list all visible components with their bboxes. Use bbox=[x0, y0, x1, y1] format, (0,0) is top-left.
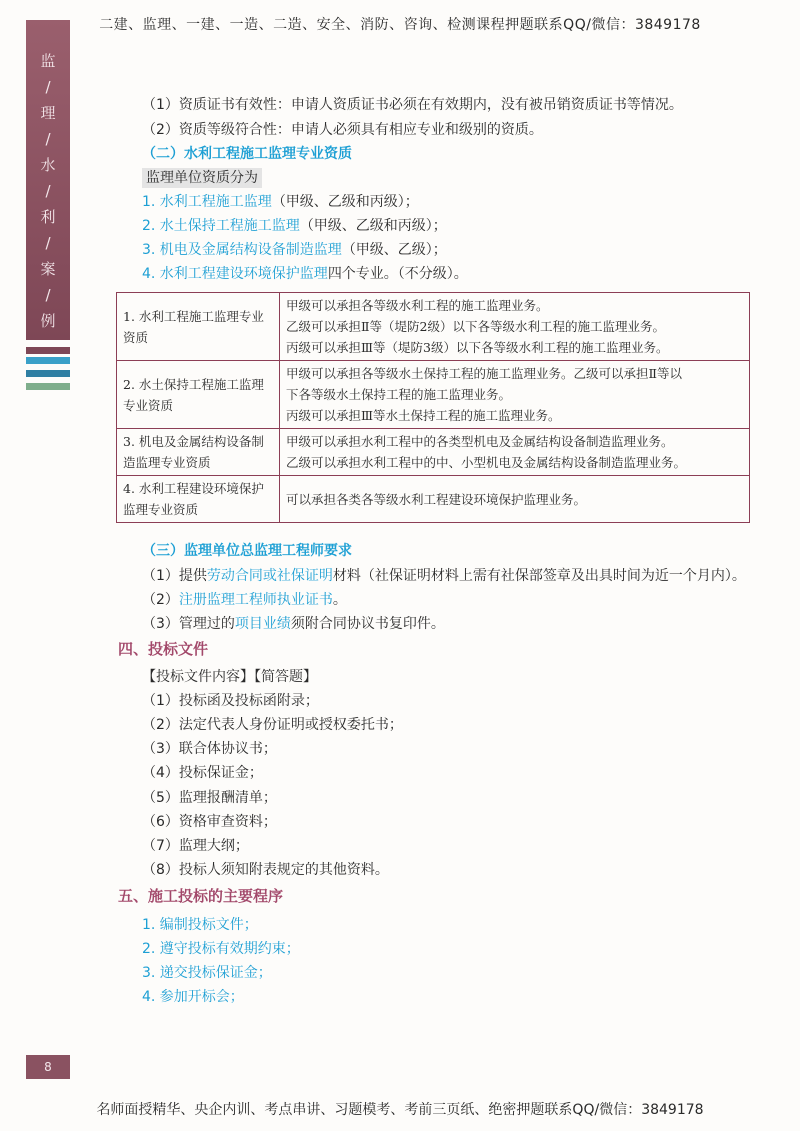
tag-label: 【投标文件内容】【简答题】 bbox=[142, 669, 317, 685]
list-item: （6）资格审查资料； bbox=[142, 814, 277, 830]
section-heading: 四、投标文件 bbox=[118, 640, 209, 658]
text-span: 材料（社保证明材料上需有社保部签章及出具时间为近一个月内）。 bbox=[332, 568, 746, 584]
list-item-text: 四个专业。（不分级）。 bbox=[327, 266, 468, 282]
table-cell-line: 丙级可以承担Ⅲ等水土保持工程的施工监理业务。 bbox=[286, 408, 561, 423]
table-cell-desc bbox=[280, 293, 750, 361]
paragraph: （2）资质等级符合性：申请人必须具有相应专业和级别的资质。 bbox=[142, 122, 543, 138]
table-cell-line: 甲级可以承担水利工程中的各类型机电及金属结构设备制造监理业务。 bbox=[286, 434, 674, 449]
table-cell-desc bbox=[280, 361, 750, 429]
table-cell-line: 乙级可以承担水利工程中的中、小型机电及金属结构设备制造监理业务。 bbox=[286, 455, 687, 470]
section-heading: 五、施工投标的主要程序 bbox=[118, 887, 284, 905]
table-cell-line: 甲级可以承担各等级水利工程的施工监理业务。 bbox=[286, 298, 549, 313]
text-highlight: 劳动合同或社保证明 bbox=[206, 568, 333, 584]
table-cell-desc bbox=[280, 429, 750, 476]
list-item: （1）投标函及投标函附录； bbox=[142, 693, 319, 709]
list-item-term: 1. 水利工程施工监理 bbox=[142, 194, 272, 210]
table-row bbox=[117, 476, 750, 523]
table-cell-name: 2. 水土保持工程施工监理专业资质 bbox=[117, 361, 280, 429]
list-item: （4）投标保证金； bbox=[142, 765, 263, 781]
text-highlight: 注册监理工程师执业证书 bbox=[178, 592, 333, 608]
table-cell-name: 3. 机电及金属结构设备制造监理专业资质 bbox=[117, 429, 280, 476]
text-highlight: 项目业绩 bbox=[234, 616, 291, 632]
table-cell-desc bbox=[280, 476, 750, 523]
text-span: 。 bbox=[332, 592, 347, 608]
list-item bbox=[142, 239, 447, 259]
list-item-text: （甲级、乙级和丙级）； bbox=[271, 194, 419, 210]
list-item: 2. 遵守投标有效期约束； bbox=[142, 941, 300, 957]
subsection-heading: （三）监理单位总监理工程师要求 bbox=[142, 543, 352, 559]
text-span: （1）提供 bbox=[142, 568, 207, 584]
list-item bbox=[142, 263, 468, 283]
list-item-text: （甲级、乙级和丙级）； bbox=[299, 218, 447, 234]
table-cell-line: 甲级可以承担各等级水土保持工程的施工监理业务。乙级可以承担Ⅱ等以 bbox=[286, 366, 682, 381]
table-cell-line: 下各等级水土保持工程的施工监理业务。 bbox=[286, 387, 512, 402]
list-item: （2）法定代表人身份证明或授权委托书； bbox=[142, 717, 403, 733]
paragraph bbox=[142, 167, 262, 187]
table-row bbox=[117, 429, 750, 476]
paragraph: （1）资质证书有效性：申请人资质证书必须在有效期内，没有被吊销资质证书等情况。 bbox=[142, 97, 683, 113]
header-banner: 二建、监理、一建、一造、二造、安全、消防、咨询、检测课程押题联系QQ/微信：3849178 bbox=[99, 17, 701, 33]
footer-banner: 名师面授精华、央企内训、考点串讲、习题模考、考前三页纸、绝密押题联系QQ/微信：3849178 bbox=[96, 1102, 704, 1118]
list-item: 1. 编制投标文件； bbox=[142, 917, 258, 933]
list-item-term: 3. 机电及金属结构设备制造监理 bbox=[142, 242, 342, 258]
list-item bbox=[142, 191, 419, 211]
list-item: （3）联合体协议书； bbox=[142, 741, 277, 757]
table-cell-line: 可以承担各类各等级水利工程建设环境保护监理业务。 bbox=[286, 491, 587, 507]
list-item bbox=[142, 215, 447, 235]
table-row bbox=[117, 361, 750, 429]
list-item: （8）投标人须知附表规定的其他资料。 bbox=[142, 862, 389, 878]
qualification-table bbox=[116, 292, 750, 523]
text-span: 须附合同协议书复印件。 bbox=[290, 616, 445, 632]
table-cell-line: 丙级可以承担Ⅲ等（堤防3级）以下各等级水利工程的施工监理业务。 bbox=[286, 340, 669, 355]
table-cell-name: 1. 水利工程施工监理专业资质 bbox=[117, 293, 280, 361]
table-row bbox=[117, 293, 750, 361]
list-item: 4. 参加开标会； bbox=[142, 989, 244, 1005]
paragraph bbox=[142, 565, 746, 585]
page-number: 8 bbox=[26, 1055, 70, 1079]
text-span: （2） bbox=[142, 592, 179, 608]
paragraph bbox=[142, 589, 347, 609]
list-item: （5）监理报酬清单； bbox=[142, 790, 277, 806]
table-cell-line: 乙级可以承担Ⅱ等（堤防2级）以下各等级水利工程的施工监理业务。 bbox=[286, 319, 665, 334]
text-span: （3）管理过的 bbox=[142, 616, 235, 632]
subsection-heading: （二）水利工程施工监理专业资质 bbox=[142, 146, 352, 162]
highlighted-text: 监理单位资质分为 bbox=[142, 168, 262, 188]
sidebar-title: 监 / 理 / 水 / 利 / 案 / 例 bbox=[40, 52, 56, 330]
list-item-term: 4. 水利工程建设环境保护监理 bbox=[142, 266, 328, 282]
list-item: 3. 递交投标保证金； bbox=[142, 965, 272, 981]
list-item-text: （甲级、乙级）； bbox=[341, 242, 447, 258]
list-item: （7）监理大纲； bbox=[142, 838, 249, 854]
table-cell-name: 4. 水利工程建设环境保护监理专业资质 bbox=[117, 476, 280, 523]
list-item-term: 2. 水土保持工程施工监理 bbox=[142, 218, 300, 234]
paragraph bbox=[142, 613, 445, 633]
